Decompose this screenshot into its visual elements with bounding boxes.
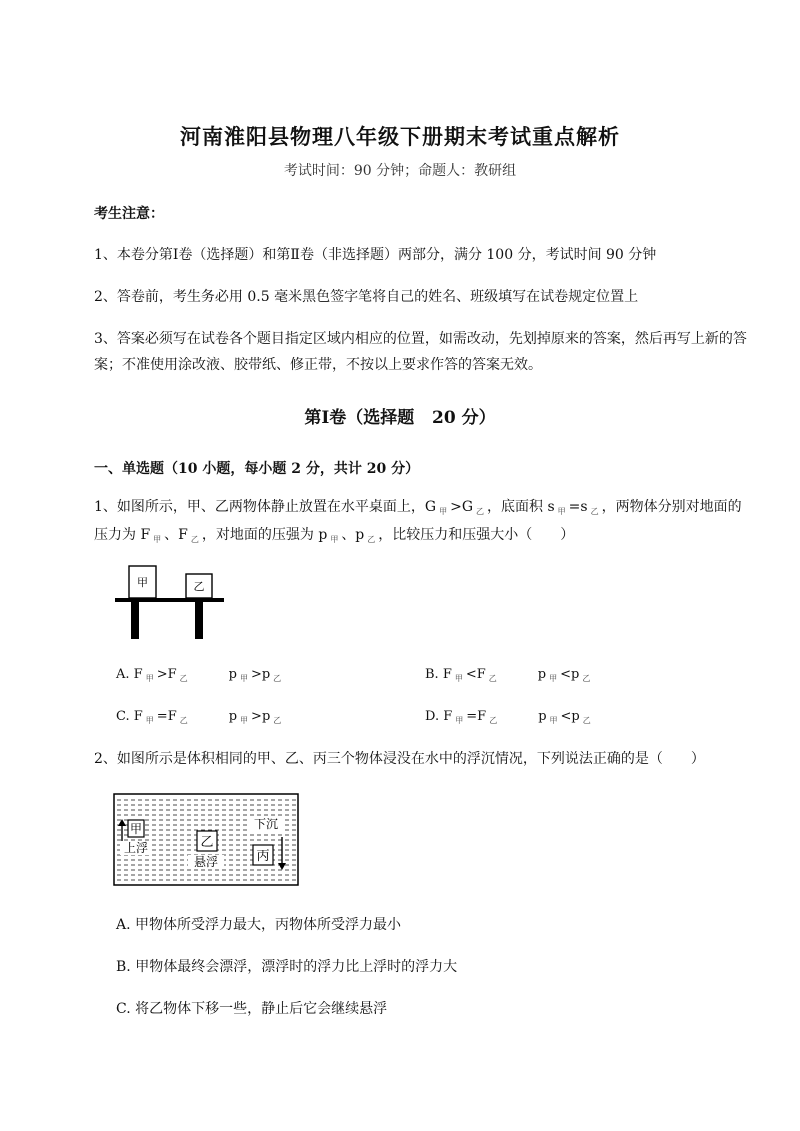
subscript: 甲: [557, 507, 566, 516]
exam-info: 考试时间：90 分钟；命题人：教研组: [283, 163, 517, 179]
option-symbol: F: [133, 709, 143, 724]
q1-option-d[interactable]: [425, 709, 594, 724]
option-relation: >F: [156, 667, 177, 682]
block-yi-label: 乙: [193, 580, 205, 593]
q2-option-b[interactable]: B. 甲物体最终会漂浮，漂浮时的浮力比上浮时的浮力大: [116, 959, 458, 975]
label-sink: 下沉: [253, 817, 279, 831]
box-jia-label: 甲: [129, 822, 143, 836]
q1-text-part: ，两物体分别对地面的压力为 F: [94, 499, 742, 543]
option-letter: C.: [116, 709, 130, 724]
label-rise: 上浮: [123, 841, 149, 855]
option-symbol: p: [228, 709, 238, 724]
tabletop: [115, 598, 224, 602]
subscript: 甲: [454, 674, 463, 683]
option-relation: >p: [250, 667, 271, 682]
q1-text-part: =s: [568, 499, 588, 515]
q2-option-c[interactable]: C. 将乙物体下移一些，静止后它会继续悬浮: [116, 1001, 388, 1017]
q1-option-c[interactable]: [116, 709, 284, 724]
q1-option-b[interactable]: [425, 667, 593, 682]
subscript: 甲: [145, 716, 154, 725]
subscript: 乙: [179, 716, 188, 725]
notice-item-1: 1、本卷分第Ⅰ卷（选择题）和第Ⅱ卷（非选择题）两部分，满分 100 分，考试时间 90 分钟: [94, 247, 657, 263]
option-letter: D.: [425, 709, 440, 724]
subscript: 乙: [190, 535, 199, 544]
subscript: 甲: [153, 535, 162, 544]
section-title: 第Ⅰ卷（选择题 20 分）: [304, 408, 496, 428]
notice-item-3: 3、答案必须写在试卷各个题目指定区域内相应的位置，如需改动，先划掉原来的答案，然后再写上新的答案；不准使用涂改液、胶带纸、修正带，不按以上要求作答的答案无效。: [94, 331, 747, 373]
option-symbol: F: [133, 667, 143, 682]
option-letter: A.: [116, 667, 130, 682]
q1-text-part: 、p: [341, 527, 365, 543]
label-suspend: 悬浮: [193, 855, 219, 869]
subscript: 乙: [488, 674, 497, 683]
option-symbol: p: [538, 709, 547, 724]
q1-text-part: 、F: [164, 527, 188, 543]
q1-text-part: 1、如图所示，甲、乙两物体静止放置在水平桌面上，G: [94, 499, 437, 515]
subscript: 甲: [455, 716, 464, 725]
option-symbol: F: [443, 709, 453, 724]
option-symbol: p: [537, 667, 547, 682]
subscript: 乙: [367, 535, 376, 544]
subscript: 乙: [582, 674, 591, 683]
down-arrow-icon: [278, 863, 286, 870]
notice-heading: 考生注意：: [94, 206, 164, 222]
option-symbol: F: [442, 667, 452, 682]
subscript: 甲: [239, 674, 248, 683]
q1-text-part: >G: [450, 499, 474, 515]
table-figure: [113, 563, 228, 643]
subscript: 甲: [330, 535, 339, 544]
subscript: 乙: [590, 507, 599, 516]
option-symbol: p: [228, 667, 237, 682]
part-heading: 一、单选题（10 小题，每小题 2 分，共计 20 分）: [94, 461, 420, 477]
subscript: 乙: [582, 716, 591, 725]
question-2-text: 2、如图所示是体积相同的甲、乙、丙三个物体浸没在水中的浮沉情况，下列说法正确的是（ ）: [94, 751, 705, 767]
question-1-text: [94, 494, 754, 550]
page-title: 河南淮阳县物理八年级下册期末考试重点解析: [180, 124, 620, 149]
block-jia-label: 甲: [137, 576, 148, 589]
option-relation: <F: [465, 667, 486, 682]
q1-option-a[interactable]: [116, 667, 284, 682]
option-relation: >p: [251, 709, 271, 724]
subscript: 甲: [240, 716, 249, 725]
subscript: 甲: [549, 716, 558, 725]
q2-option-a[interactable]: A. 甲物体所受浮力最大，丙物体所受浮力最小: [116, 917, 402, 933]
subscript: 乙: [273, 716, 282, 725]
table-leg-right: [195, 602, 203, 639]
subscript: 甲: [549, 674, 558, 683]
option-relation: =F: [156, 709, 177, 724]
subscript: 乙: [489, 716, 498, 725]
q1-text-part: ，底面积 s: [487, 499, 555, 515]
box-bing-label: 丙: [256, 849, 270, 864]
option-relation: =F: [466, 709, 487, 724]
notice-item-2: 2、答卷前，考生务必用 0.5 毫米黑色签字笔将自己的姓名、班级填写在试卷规定位置上: [94, 289, 639, 305]
subscript: 甲: [145, 674, 154, 683]
subscript: 乙: [273, 674, 282, 683]
subscript: 乙: [179, 674, 188, 683]
option-relation: <p: [560, 667, 580, 682]
table-leg-left: [131, 602, 139, 639]
box-yi-label: 乙: [200, 835, 214, 850]
subscript: 乙: [476, 507, 485, 516]
option-letter: B.: [425, 667, 439, 682]
q1-text-part: ，比较压力和压强大小（ ）: [378, 527, 575, 543]
subscript: 甲: [439, 507, 448, 516]
buoyancy-figure: [113, 793, 299, 887]
q1-text-part: ，对地面的压强为 p: [201, 527, 328, 543]
option-relation: <p: [560, 709, 580, 724]
